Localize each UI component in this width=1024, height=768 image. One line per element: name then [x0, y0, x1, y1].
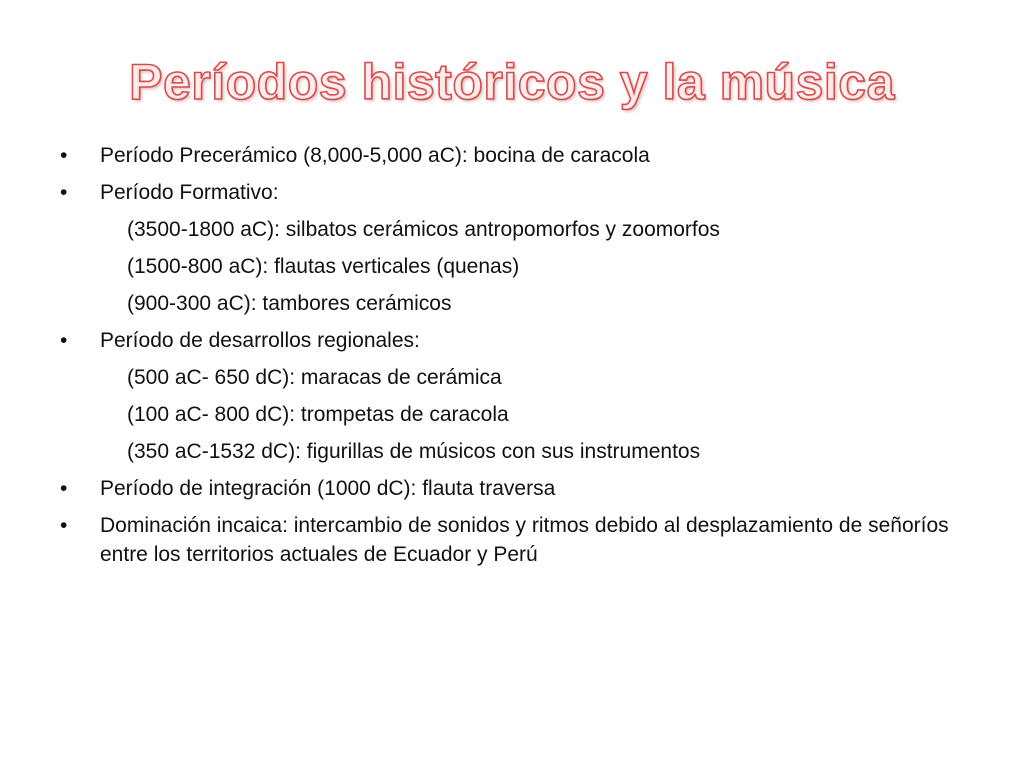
sub-list-item — [60, 289, 960, 318]
list-item-text: Período de desarrollos regionales: — [100, 329, 420, 352]
bullet-icon: • — [60, 477, 68, 500]
sub-item-text: (100 aC- 800 dC): trompetas de caracola — [127, 403, 509, 426]
sub-item-text: (1500-800 aC): flautas verticales (quenas) — [127, 255, 520, 278]
sub-item-text: (350 aC-1532 dC): figurillas de músicos con sus instrumentos — [127, 440, 701, 463]
sub-list-item — [60, 252, 960, 281]
list-item-text: Período Formativo: — [100, 181, 279, 204]
bullet-icon: • — [60, 329, 68, 352]
list-item-text: Período de integración (1000 dC): flauta traversa — [100, 477, 556, 500]
sub-item-text: (500 aC- 650 dC): maracas de cerámica — [127, 366, 502, 389]
sub-item-text: (900-300 aC): tambores cerámicos — [127, 292, 452, 315]
list-item-text: Dominación incaica: intercambio de sonidos y ritmos debido al desplazamiento de señoríos entre los territorios actuales de Ecuador y Perú — [100, 514, 949, 566]
list-item — [60, 511, 960, 569]
list-item — [60, 474, 960, 503]
sub-list-item — [60, 400, 960, 429]
bullet-list — [60, 141, 960, 569]
list-item — [60, 326, 960, 355]
sub-list-item — [60, 215, 960, 244]
list-item — [60, 141, 960, 170]
bullet-icon: • — [60, 144, 68, 167]
list-item — [60, 178, 960, 207]
slide-title: Períodos históricos y la música — [129, 54, 895, 110]
bullet-icon: • — [60, 181, 68, 204]
bullet-icon: • — [60, 514, 68, 537]
list-item-text: Período Precerámico (8,000-5,000 aC): bocina de caracola — [100, 144, 650, 167]
sub-list-item — [60, 363, 960, 392]
slide-content — [60, 137, 960, 569]
sub-list-item — [60, 437, 960, 466]
sub-item-text: (3500-1800 aC): silbatos cerámicos antropomorfos y zoomorfos — [127, 218, 720, 241]
